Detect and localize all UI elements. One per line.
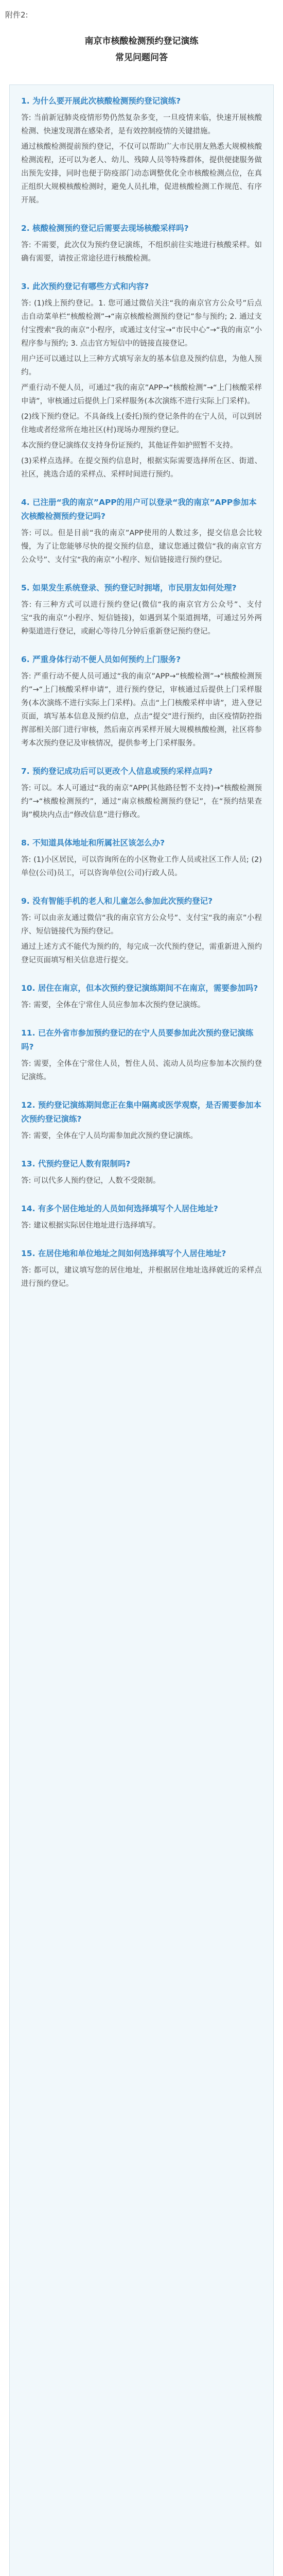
answer-paragraph: 答: 需要，全体在宁人员均需参加此次预约登记演练。 <box>21 1132 198 1140</box>
answer-paragraph: 答: (1)小区居民，可以咨询所在的小区物业工作人员或社区工作人员; (2)单位(公司)员工，可以咨询单位(公司)行政人员。 <box>21 856 262 877</box>
answer-paragraph: 答: 当前新冠肺炎疫情形势仍然复杂多变，一旦疫情来临，快速开展核酸检测、快速发现潜在感染者，是有效控制疫情的关键措施。 <box>21 114 262 135</box>
attachment-label: 附件2: <box>5 10 28 20</box>
answer-paragraph: 答: 严重行动不便人员可通过“我的南京”APP→“核酸检测”→“核酸检测预约”→“上门核酸采样申请”，进行预约登记，审核通过后提供上门采样服务(本次演练不进行实际上门采样)。点击“上门核酸采样申请”，进入登记页面，填写基本信息及预约信息，点击“提交”进行预约，由区疫情防控指挥部相关部门进行审核，然后南京再采样开展大规模核酸检测，社区将参考本次预约登记及审核情况，提供参考上门采样服务。 <box>21 672 262 748</box>
answer-paragraph: 答: 可以代多人预约登记，人数不受限制。 <box>21 1177 161 1185</box>
qa-item <box>21 280 262 481</box>
answer-paragraph: 严重行动不便人员，可通过“我的南京”APP→“核酸检测”→“上门核酸采样申请”，审核通过后提供上门采样服务(本次演练不进行实际上门采样)。 <box>21 384 262 405</box>
answer-paragraph: 答: 建议根据实际居住地址进行选择填写。 <box>21 1222 161 1230</box>
answer-paragraph: 通过核酸检测提前预约登记，不仅可以帮助广大市民朋友熟悉大规模核酸检测流程，还可以为老人、幼儿、残障人员等特殊群体，提供便捷服务做出预先安排，同时也便于防疫部门动态调整优化全市核酸检测点位，在真正组织大规模核酸检测时，避免人员扎堆，促进核酸检测工作规范、有序开展。 <box>21 143 262 205</box>
qa-item <box>21 1157 262 1188</box>
answer-paragraph: (3)采样点选择。在提交预约信息时，根据实际需要选择所在区、街道、社区，挑选合适的采样点、采样时间进行预约。 <box>21 457 262 479</box>
qa-item <box>21 765 262 822</box>
question: 14. 有多个居住地址的人员如何选择填写个人居住地址? <box>21 1204 218 1213</box>
question: 1. 为什么要开展此次核酸检测预约登记演练? <box>21 96 181 106</box>
answer-paragraph: 答: (1)线上预约登记。1. 您可通过微信关注“我的南京官方公众号”后点击自动菜单栏“核酸检测”→“南京核酸检测预约登记”参与预约; 2. 通过支付宝搜索“我的南京”小程序，或通过支付宝→“市民中心”→“我的南京”小程序参与预约; 3. 点击官方短信中的链接直接登记。 <box>21 299 262 348</box>
question: 13. 代预约登记人数有限制吗? <box>21 1159 131 1168</box>
answer-paragraph: 答: 不需要，此次仅为预约登记演练，不组织前往实地进行核酸采样。如确有需要，请按正常途径进行核酸检测。 <box>21 241 262 263</box>
answer-paragraph: 答: 有三种方式可以进行预约登记(微信“我的南京官方公众号”、支付宝“我的南京”小程序、短信链接)，如遇到某个渠道拥堵，可通过另外两种渠道进行登记，或耐心等待几分钟后重新登记预约登记。 <box>21 601 262 636</box>
question: 7. 预约登记成功后可以更改个人信息或预约采样点吗? <box>21 767 213 776</box>
qa-item <box>21 894 262 967</box>
qa-item <box>21 981 262 1012</box>
qa-item <box>21 496 262 567</box>
question: 6. 严重身体行动不便人员如何预约上门服务? <box>21 655 181 664</box>
answer-paragraph: 本次预约登记演练仅支持身份证预约，其他证件如护照暂不支持。 <box>21 442 238 450</box>
answer-paragraph: 答: 都可以，建议填写您的居住地址，并根据居住地址选择就近的采样点进行预约登记。 <box>21 1266 262 1288</box>
qa-item <box>21 94 262 207</box>
qa-item <box>21 1202 262 1232</box>
question: 10. 居住在南京，但本次预约登记演练期间不在南京，需要参加吗? <box>21 984 258 993</box>
question: 2. 核酸检测预约登记后需要去现场核酸采样吗? <box>21 224 189 233</box>
qa-item <box>21 222 262 265</box>
qa-item <box>21 1026 262 1084</box>
qa-panel <box>9 84 274 2576</box>
document-title <box>0 33 283 66</box>
question: 5. 如果发生系统登录、预约登记时拥堵，市民朋友如何处理? <box>21 583 237 592</box>
answer-paragraph: 通过上述方式不能代为预约的，每完成一次代预约登记，需重新进入预约登记页面填写相关信息进行提交。 <box>21 943 262 964</box>
qa-item <box>21 1098 262 1143</box>
question: 11. 已在外省市参加预约登记的在宁人员要参加此次预约登记演练吗? <box>21 1028 254 1052</box>
question: 4. 已注册“我的南京”APP的用户可以登录“我的南京”APP参加本次核酸检测预约登记吗? <box>21 498 257 521</box>
qa-item <box>21 1247 262 1291</box>
question: 8. 不知道具体地址和所属社区该怎么办? <box>21 838 165 848</box>
qa-item <box>21 653 262 750</box>
answer-paragraph: (2)线下预约登记。不具备线上(委托)预约登记条件的在宁人员，可以到居住地或者经常所在地社区(村)现场办理预约登记。 <box>21 413 262 434</box>
qa-item <box>21 581 262 638</box>
question: 9. 没有智能手机的老人和儿童怎么参加此次预约登记? <box>21 896 213 906</box>
answer-paragraph: 答: 可以。本人可通过“我的南京”APP(其他路径暂不支持)→“核酸检测预约”→“核酸检测预约”，通过“南京核酸检测预约登记”，在“预约结果查询”模块内点击“修改信息”进行修改。 <box>21 784 262 819</box>
answer-paragraph: 答: 需要，全体在宁常住人员，暂住人员、流动人员均应参加本次预约登记演练。 <box>21 1060 262 1081</box>
question: 12. 预约登记演练期间您正在集中隔离或医学观察，是否需要参加本次预约登记演练? <box>21 1100 261 1124</box>
subtitle-line: 常见问题问答 <box>115 53 168 63</box>
answer-paragraph: 答: 可以由亲友通过微信“我的南京官方公众号”、支付宝“我的南京”小程序、短信链接代为预约登记。 <box>21 914 262 936</box>
question: 15. 在居住地和单位地址之间如何选择填写个人居住地址? <box>21 1249 226 1258</box>
qa-item <box>21 836 262 880</box>
title-line: 南京市核酸检测预约登记演练 <box>84 36 199 46</box>
answer-paragraph: 答: 可以。但是目前“我的南京”APP使用的人数过多，提交信息会比较慢，为了让您能够尽快的提交预约信息，建议您通过微信“我的南京官方公众号”、支付宝“我的南京”小程序、短信链接进行预约登记。 <box>21 529 262 564</box>
question: 3. 此次预约登记有哪些方式和内容? <box>21 282 149 291</box>
answer-paragraph: 用户还可以通过以上三种方式填写亲友的基本信息及预约信息，为他人预约。 <box>21 355 262 377</box>
answer-paragraph: 答: 需要，全体在宁常住人员应参加本次预约登记演练。 <box>21 1001 205 1009</box>
